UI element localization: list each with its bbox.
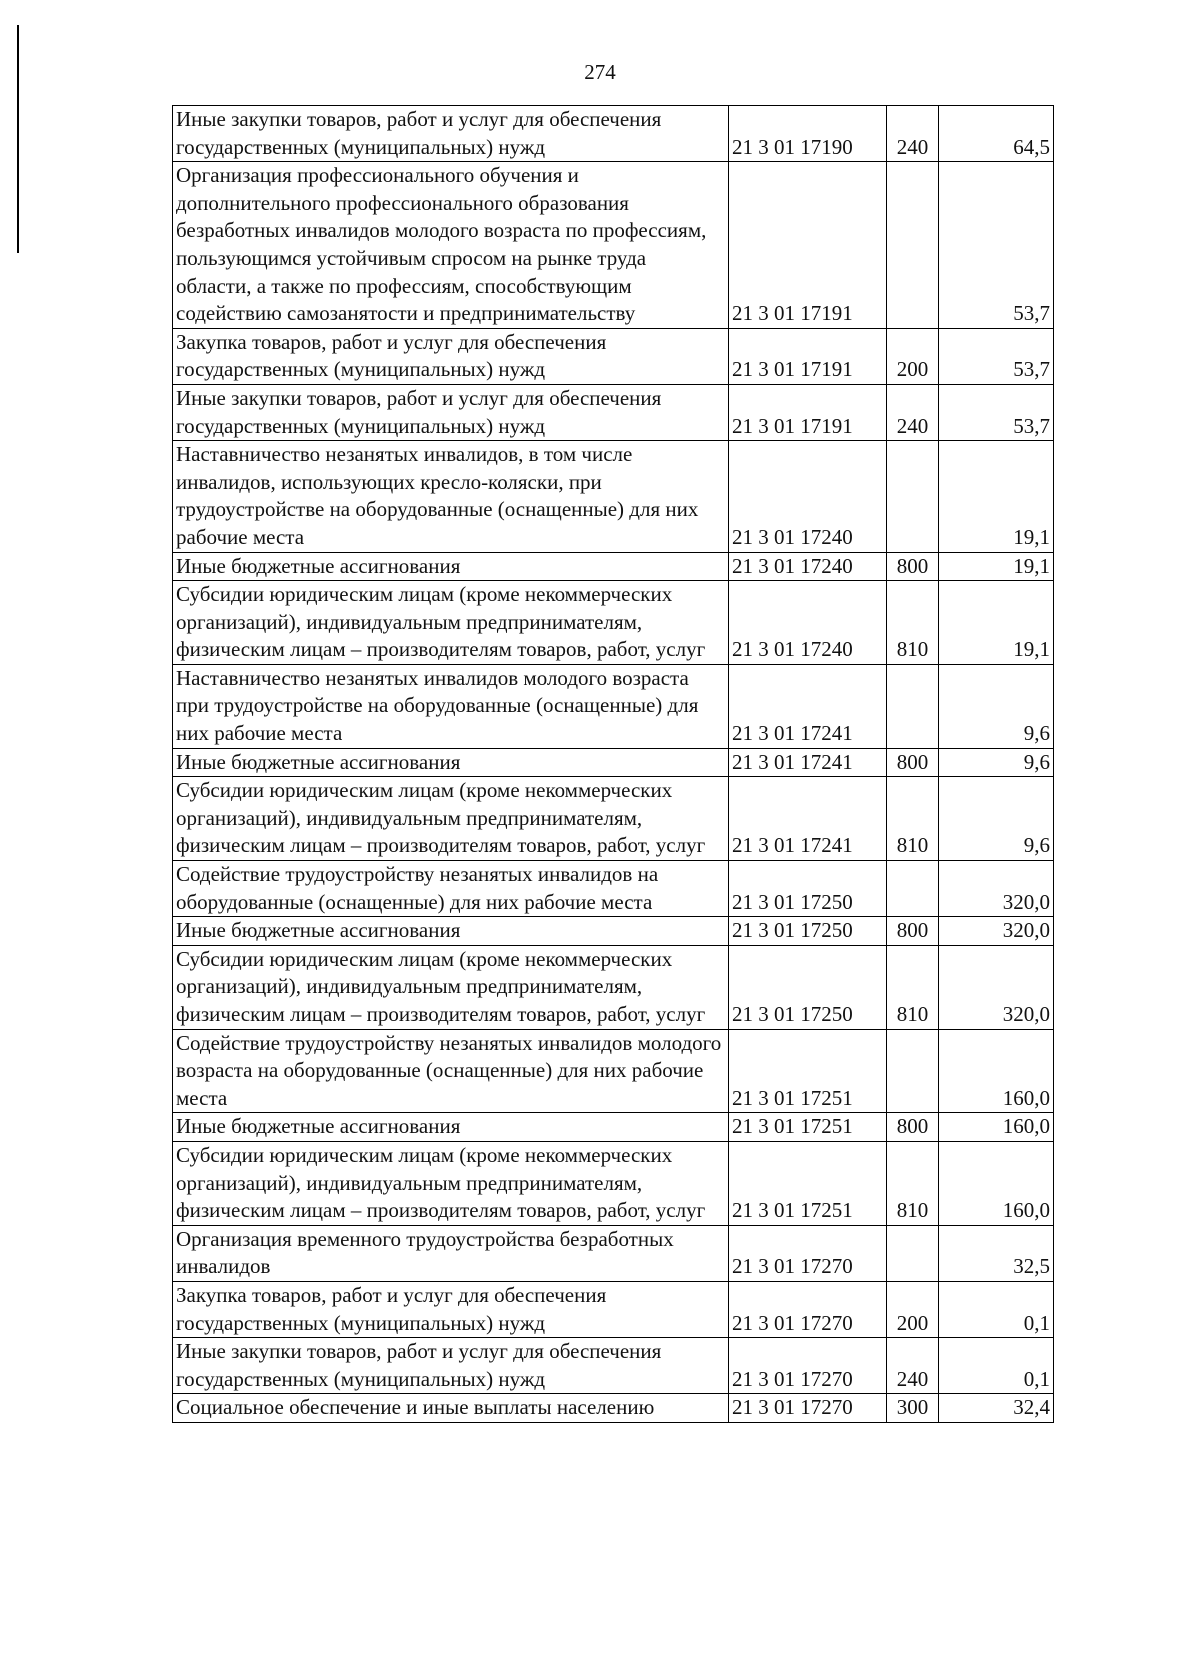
row-amount: 160,0 xyxy=(939,1029,1054,1113)
row-target-code: 21 3 01 17191 xyxy=(729,328,887,384)
row-expense-type: 200 xyxy=(887,328,939,384)
row-expense-type xyxy=(887,441,939,552)
row-name: Иные бюджетные ассигнования xyxy=(173,1113,729,1142)
row-target-code: 21 3 01 17270 xyxy=(729,1281,887,1337)
row-amount: 9,6 xyxy=(939,777,1054,861)
row-target-code: 21 3 01 17240 xyxy=(729,581,887,665)
row-expense-type: 800 xyxy=(887,748,939,777)
row-target-code: 21 3 01 17270 xyxy=(729,1338,887,1394)
row-target-code: 21 3 01 17251 xyxy=(729,1113,887,1142)
row-target-code: 21 3 01 17241 xyxy=(729,664,887,748)
row-amount: 320,0 xyxy=(939,945,1054,1029)
row-expense-type: 800 xyxy=(887,552,939,581)
row-name: Иные бюджетные ассигнования xyxy=(173,748,729,777)
row-expense-type: 800 xyxy=(887,917,939,946)
row-expense-type xyxy=(887,162,939,329)
table-row xyxy=(173,552,1054,581)
page-number: 274 xyxy=(584,60,616,84)
table-row xyxy=(173,1113,1054,1142)
row-expense-type: 810 xyxy=(887,581,939,665)
row-name: Иные бюджетные ассигнования xyxy=(173,552,729,581)
table-row xyxy=(173,1225,1054,1281)
table-row xyxy=(173,106,1054,162)
table-row xyxy=(173,1029,1054,1113)
table-row xyxy=(173,917,1054,946)
row-name: Содействие трудоустройству незанятых инвалидов на оборудованные (оснащенные) для них рабочие места xyxy=(173,861,729,917)
row-name: Иные закупки товаров, работ и услуг для обеспечения государственных (муниципальных) нужд xyxy=(173,384,729,440)
row-target-code: 21 3 01 17250 xyxy=(729,917,887,946)
row-amount: 53,7 xyxy=(939,384,1054,440)
row-name: Закупка товаров, работ и услуг для обеспечения государственных (муниципальных) нужд xyxy=(173,328,729,384)
row-expense-type: 800 xyxy=(887,1113,939,1142)
table-row xyxy=(173,384,1054,440)
row-expense-type: 810 xyxy=(887,945,939,1029)
row-name: Закупка товаров, работ и услуг для обеспечения государственных (муниципальных) нужд xyxy=(173,1281,729,1337)
row-name: Наставничество незанятых инвалидов молодого возраста при трудоустройстве на оборудованные (оснащенные) для них рабочие места xyxy=(173,664,729,748)
table-row xyxy=(173,861,1054,917)
row-amount: 32,5 xyxy=(939,1225,1054,1281)
row-name: Субсидии юридическим лицам (кроме некоммерческих организаций), индивидуальным предпринимателям, физическим лицам – производителям товаров, работ, услуг xyxy=(173,581,729,665)
row-name: Субсидии юридическим лицам (кроме некоммерческих организаций), индивидуальным предпринимателям, физическим лицам – производителям товаров, работ, услуг xyxy=(173,945,729,1029)
row-name: Субсидии юридическим лицам (кроме некоммерческих организаций), индивидуальным предпринимателям, физическим лицам – производителям товаров, работ, услуг xyxy=(173,777,729,861)
row-target-code: 21 3 01 17270 xyxy=(729,1225,887,1281)
row-name: Иные закупки товаров, работ и услуг для обеспечения государственных (муниципальных) нужд xyxy=(173,1338,729,1394)
row-name: Содействие трудоустройству незанятых инвалидов молодого возраста на оборудованные (оснащенные) для них рабочие места xyxy=(173,1029,729,1113)
budget-table-body xyxy=(173,106,1054,1423)
row-target-code: 21 3 01 17250 xyxy=(729,945,887,1029)
table-row xyxy=(173,748,1054,777)
row-amount: 320,0 xyxy=(939,861,1054,917)
margin-rule xyxy=(17,25,19,253)
row-target-code: 21 3 01 17251 xyxy=(729,1141,887,1225)
table-row xyxy=(173,1394,1054,1423)
row-expense-type: 810 xyxy=(887,777,939,861)
table-row xyxy=(173,1141,1054,1225)
table-row xyxy=(173,1281,1054,1337)
row-target-code: 21 3 01 17251 xyxy=(729,1029,887,1113)
row-target-code: 21 3 01 17191 xyxy=(729,384,887,440)
row-expense-type: 240 xyxy=(887,106,939,162)
row-target-code: 21 3 01 17250 xyxy=(729,861,887,917)
row-name: Организация временного трудоустройства безработных инвалидов xyxy=(173,1225,729,1281)
table-row xyxy=(173,162,1054,329)
table-row xyxy=(173,777,1054,861)
row-amount: 19,1 xyxy=(939,552,1054,581)
row-name: Иные бюджетные ассигнования xyxy=(173,917,729,946)
table-row xyxy=(173,441,1054,552)
row-name: Иные закупки товаров, работ и услуг для обеспечения государственных (муниципальных) нужд xyxy=(173,106,729,162)
row-expense-type xyxy=(887,861,939,917)
row-expense-type xyxy=(887,1029,939,1113)
row-target-code: 21 3 01 17241 xyxy=(729,748,887,777)
row-expense-type xyxy=(887,1225,939,1281)
row-amount: 320,0 xyxy=(939,917,1054,946)
row-expense-type xyxy=(887,664,939,748)
table-row xyxy=(173,945,1054,1029)
row-target-code: 21 3 01 17190 xyxy=(729,106,887,162)
row-expense-type: 240 xyxy=(887,384,939,440)
row-name: Наставничество незанятых инвалидов, в том числе инвалидов, использующих кресло-коляски, при трудоустройстве на оборудованные (оснащенные) для них рабочие места xyxy=(173,441,729,552)
row-amount: 0,1 xyxy=(939,1281,1054,1337)
table-row xyxy=(173,1338,1054,1394)
row-name: Социальное обеспечение и иные выплаты населению xyxy=(173,1394,729,1423)
budget-table xyxy=(172,105,1054,1423)
table-row xyxy=(173,664,1054,748)
row-target-code: 21 3 01 17191 xyxy=(729,162,887,329)
row-name: Организация профессионального обучения и дополнительного профессионального образования безработных инвалидов молодого возраста по профессиям, пользующимся устойчивым спросом на рынке труда области, а также по профессиям, способствующим содействию самозанятости и предпринимательству xyxy=(173,162,729,329)
row-expense-type: 200 xyxy=(887,1281,939,1337)
row-expense-type: 810 xyxy=(887,1141,939,1225)
row-amount: 32,4 xyxy=(939,1394,1054,1423)
table-row xyxy=(173,581,1054,665)
row-amount: 64,5 xyxy=(939,106,1054,162)
table-row xyxy=(173,328,1054,384)
row-expense-type: 240 xyxy=(887,1338,939,1394)
row-amount: 9,6 xyxy=(939,748,1054,777)
row-target-code: 21 3 01 17270 xyxy=(729,1394,887,1423)
row-amount: 19,1 xyxy=(939,441,1054,552)
row-amount: 160,0 xyxy=(939,1141,1054,1225)
row-amount: 0,1 xyxy=(939,1338,1054,1394)
row-expense-type: 300 xyxy=(887,1394,939,1423)
row-amount: 53,7 xyxy=(939,162,1054,329)
row-amount: 160,0 xyxy=(939,1113,1054,1142)
row-amount: 19,1 xyxy=(939,581,1054,665)
row-name: Субсидии юридическим лицам (кроме некоммерческих организаций), индивидуальным предпринимателям, физическим лицам – производителям товаров, работ, услуг xyxy=(173,1141,729,1225)
row-amount: 53,7 xyxy=(939,328,1054,384)
row-amount: 9,6 xyxy=(939,664,1054,748)
row-target-code: 21 3 01 17240 xyxy=(729,552,887,581)
row-target-code: 21 3 01 17240 xyxy=(729,441,887,552)
row-target-code: 21 3 01 17241 xyxy=(729,777,887,861)
